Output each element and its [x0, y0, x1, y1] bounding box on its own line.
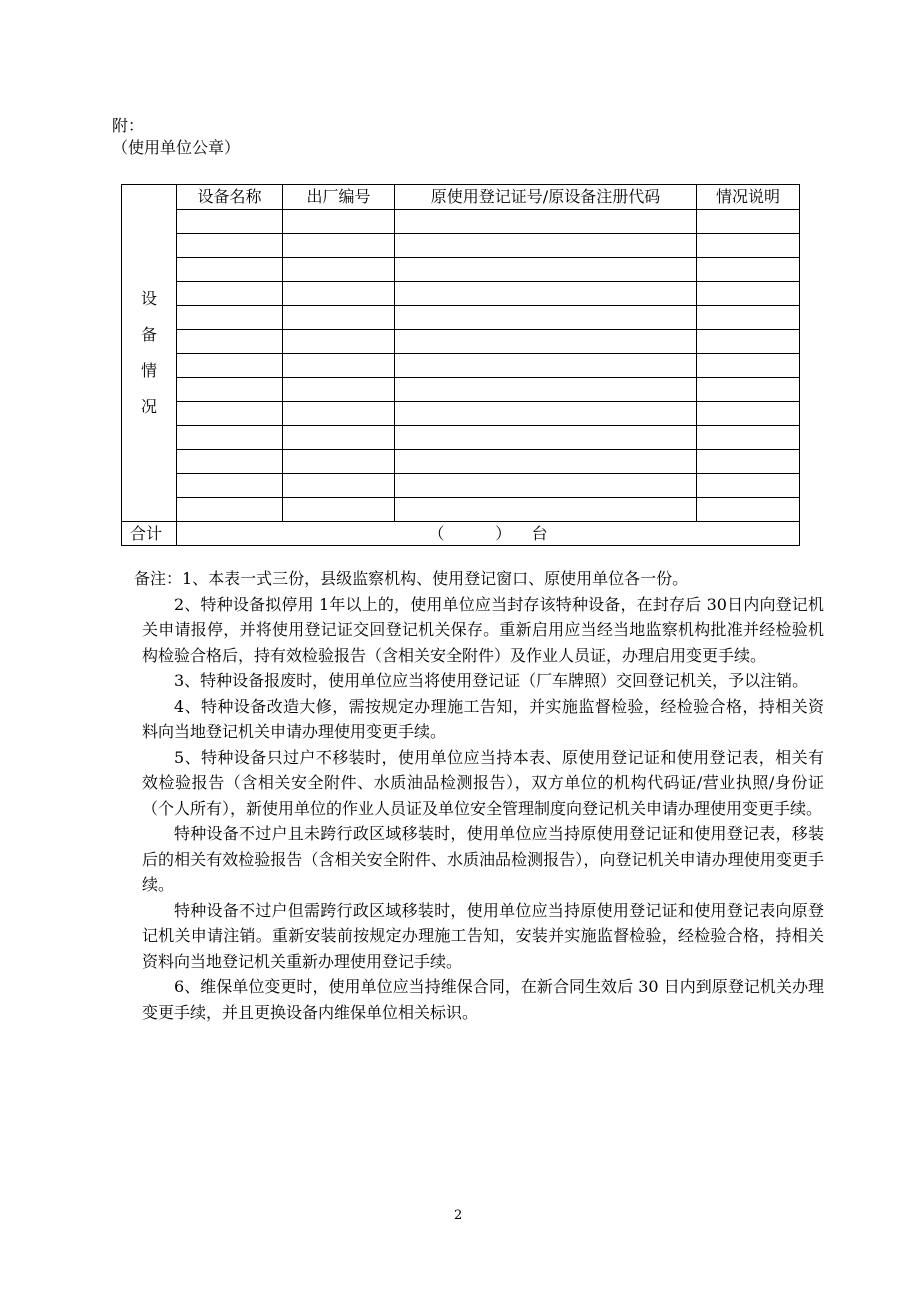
column-header-equipment-name: 设备名称 [177, 185, 283, 210]
table-row [122, 330, 800, 354]
table-cell [395, 306, 697, 330]
note-item: 4、特种设备改造大修，需按规定办理施工告知，并实施监督检验，经检验合格，持相关资料向当地登记机关申请办理使用变更手续。 [142, 696, 824, 741]
side-label-cell [122, 185, 177, 522]
table-cell [177, 210, 283, 234]
table-cell [177, 330, 283, 354]
table-cell [177, 258, 283, 282]
table-cell [395, 330, 697, 354]
notes-section [112, 566, 824, 1025]
side-char: 况 [140, 397, 157, 416]
table-cell [697, 210, 800, 234]
table-cell [283, 474, 395, 498]
attachment-label: 附： [112, 116, 145, 135]
table-cell [395, 378, 697, 402]
table-cell [177, 498, 283, 522]
note-item: 特种设备不过户且未跨行政区域移装时，使用单位应当持原使用登记证和使用登记表，移装后的相关有效检验报告（含相关安全附件、水质油品检测报告），向登记机关申请办理使用变更手续。 [142, 824, 824, 894]
table-cell [395, 450, 697, 474]
table-cell [177, 426, 283, 450]
table-cell [177, 378, 283, 402]
total-row [122, 522, 800, 546]
table-row [122, 402, 800, 426]
table-cell [697, 426, 800, 450]
table-cell [697, 378, 800, 402]
table-cell [697, 234, 800, 258]
table-cell [697, 474, 800, 498]
table-cell [177, 450, 283, 474]
table-cell [697, 306, 800, 330]
seal-label: （使用单位公章） [112, 138, 241, 157]
table-cell [395, 354, 697, 378]
note-first: 备注：1、本表一式三份，县级监察机构、使用登记窗口、原使用单位各一份。 [134, 569, 689, 588]
table-cell [395, 210, 697, 234]
table-row [122, 378, 800, 402]
table-cell [395, 282, 697, 306]
table-cell [697, 354, 800, 378]
table-row [122, 498, 800, 522]
table-cell [283, 378, 395, 402]
table-row [122, 282, 800, 306]
table-row [122, 426, 800, 450]
side-char: 备 [140, 325, 157, 344]
table-row [122, 450, 800, 474]
table-cell [283, 426, 395, 450]
table-cell [283, 450, 395, 474]
table-cell [177, 402, 283, 426]
total-value: （ ） 台 [177, 522, 800, 546]
table-cell [283, 354, 395, 378]
table-cell [395, 234, 697, 258]
column-header-factory-number: 出厂编号 [283, 185, 395, 210]
note-item: 3、特种设备报废时，使用单位应当将使用登记证（厂车牌照）交回登记机关，予以注销。 [174, 671, 809, 690]
table-row [122, 306, 800, 330]
note-item: 5、特种设备只过户不移装时，使用单位应当持本表、原使用登记证和使用登记表，相关有效检验报告（含相关安全附件、水质油品检测报告），双方单位的机构代码证/营业执照/身份证（个人所有），新使用单位的作业人员证及单位安全管理制度向登记机关申请办理使用变更手续。 [142, 747, 824, 818]
table-cell [283, 402, 395, 426]
table-header-row [122, 185, 800, 210]
table-cell [697, 282, 800, 306]
table-cell [697, 258, 800, 282]
table-cell [283, 258, 395, 282]
total-label: 合计 [122, 522, 177, 546]
table-cell [697, 402, 800, 426]
table-cell [177, 354, 283, 378]
table-cell [283, 330, 395, 354]
table-cell [697, 330, 800, 354]
table-cell [177, 306, 283, 330]
table-cell [283, 498, 395, 522]
table-cell [395, 474, 697, 498]
table-cell [177, 474, 283, 498]
column-header-registration-code: 原使用登记证号/原设备注册代码 [395, 185, 697, 210]
table-row [122, 234, 800, 258]
table-cell [697, 498, 800, 522]
side-char: 设 [140, 289, 157, 308]
table-row [122, 354, 800, 378]
table-cell [177, 282, 283, 306]
column-header-remarks: 情况说明 [697, 185, 800, 210]
table-cell [177, 234, 283, 258]
table-row [122, 210, 800, 234]
table-cell [395, 426, 697, 450]
table-cell [283, 210, 395, 234]
table-row [122, 258, 800, 282]
equipment-table [121, 184, 800, 546]
table-row [122, 474, 800, 498]
table-cell [395, 402, 697, 426]
note-item: 6、维保单位变更时，使用单位应当持维保合同，在新合同生效后 30 日内到原登记机关办理变更手续，并且更换设备内维保单位相关标识。 [142, 977, 824, 1022]
table-cell [283, 234, 395, 258]
table-cell [395, 498, 697, 522]
table-cell [697, 450, 800, 474]
note-item: 2、特种设备拟停用 1年以上的，使用单位应当封存该特种设备，在封存后 30日内向登记机关申请报停，并将使用登记证交回登记机关保存。重新启用应当经当地监察机构批准并经检验机构检验合格后，持有效检验报告（含相关安全附件）及作业人员证，办理启用变更手续。 [142, 594, 824, 665]
side-char: 情 [140, 361, 157, 380]
note-item: 特种设备不过户但需跨行政区域移装时，使用单位应当持原使用登记证和使用登记表向原登记机关申请注销。重新安装前按规定办理施工告知，安装并实施监督检验，经检验合格，持相关资料向当地登记机关重新办理使用登记手续。 [142, 900, 824, 971]
table-cell [283, 306, 395, 330]
table-cell [395, 258, 697, 282]
table-cell [283, 282, 395, 306]
page-number: 2 [454, 1208, 463, 1223]
